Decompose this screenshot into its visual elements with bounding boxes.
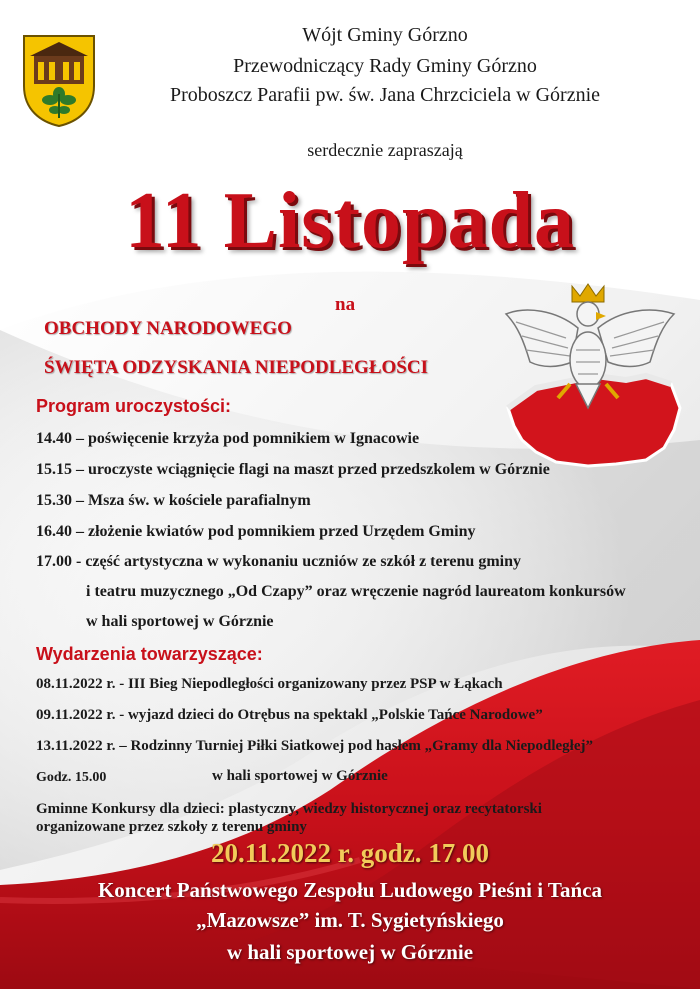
header-line-3: Proboszcz Parafii pw. św. Jana Chrzciciela w Górznie <box>169 84 601 106</box>
invitation-text: serdecznie zapraszają <box>307 140 463 160</box>
occasion-line-2: ŚWIĘTA ODZYSKANIA NIEPODLEGŁOŚCI <box>44 357 428 378</box>
program-item: 15.30 – Msza św. w kościele parafialnym <box>36 492 311 509</box>
concert-line-3: w hali sportowej w Górznie <box>226 940 474 964</box>
program-continuation: i teatru muzycznego „Od Czapy” oraz wręczenie nagród laureatom konkursów <box>86 583 626 600</box>
event-time-label: Godz. 15.00 <box>36 770 107 785</box>
concert-line-1: Koncert Państwowego Zespołu Ludowego Pieśni i Tańca <box>97 878 603 902</box>
concert-date: 20.11.2022 r. godz. 17.00 <box>210 838 489 868</box>
program-item: 15.15 – uroczyste wciągnięcie flagi na maszt przed przedszkolem w Górznie <box>36 461 550 478</box>
program-item: 14.40 – poświęcenie krzyża pod pomnikiem w Ignacowie <box>36 430 420 447</box>
event-item: 09.11.2022 r. - wyjazd dzieci do Otrębus na spektakl „Polskie Tańce Narodowe” <box>36 707 543 723</box>
program-item: 17.00 - część artystyczna w wykonaniu uczniów ze szkół z terenu gminy <box>36 553 521 570</box>
events-heading: Wydarzenia towarzyszące: <box>36 644 263 664</box>
concert-line-2: „Mazowsze” im. T. Sygietyńskiego <box>196 908 504 932</box>
header-line-1: Wójt Gminy Górzno <box>302 24 468 46</box>
contests-line-2: organizowane przez szkoły z terenu gminy <box>36 819 307 835</box>
program-item: 16.40 – złożenie kwiatów pod pomnikiem przed Urzędem Gminy <box>36 523 476 540</box>
program-continuation: w hali sportowej w Górznie <box>86 613 274 630</box>
event-time-place: w hali sportowej w Górznie <box>212 768 388 784</box>
polish-eagle-emblem-icon <box>496 280 686 470</box>
page-title: 11 Listopada <box>125 177 575 265</box>
coat-of-arms-icon <box>22 34 96 128</box>
na-word: na <box>335 294 356 315</box>
header-line-2: Przewodniczący Rady Gminy Górzno <box>233 55 537 77</box>
program-heading: Program uroczystości: <box>36 396 232 416</box>
occasion-line-1: OBCHODY NARODOWEGO <box>44 318 292 339</box>
event-item: 13.11.2022 r. – Rodzinny Turniej Piłki Siatkowej pod hasłem „Gramy dla Niepodległej” <box>36 738 593 754</box>
event-item: 08.11.2022 r. - III Bieg Niepodległości organizowany przez PSP w Łąkach <box>36 676 503 692</box>
contests-line-1: Gminne Konkursy dla dzieci: plastyczny, wiedzy historycznej oraz recytatorski <box>36 801 542 817</box>
